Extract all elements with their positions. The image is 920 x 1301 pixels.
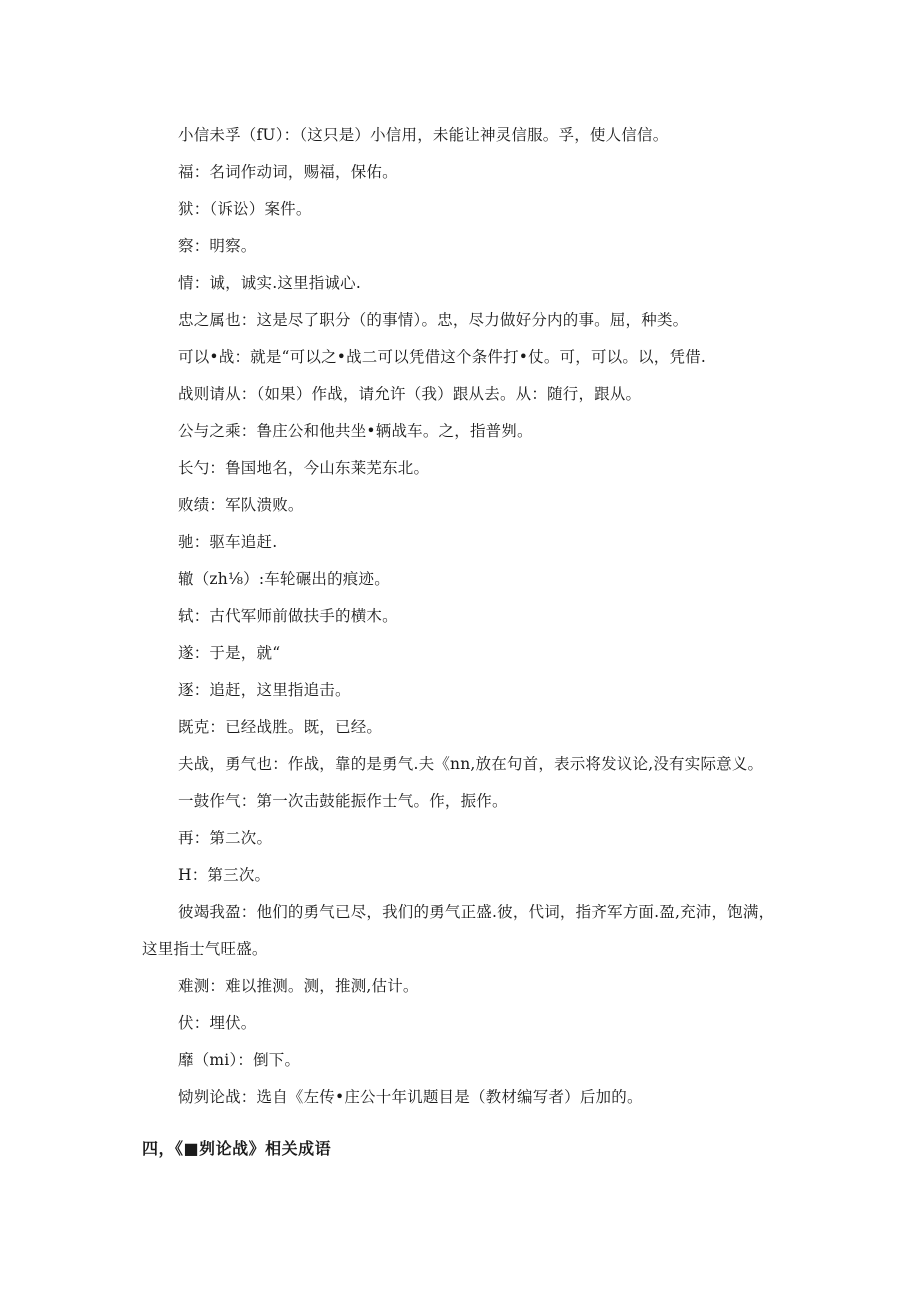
annotation-item: H：第三次。 — [178, 866, 271, 884]
annotation-item: 既克：已经战胜。既，已经。 — [178, 718, 383, 736]
annotation-item: 辙（zh⅛）:车轮碾出的痕迹。 — [178, 570, 390, 588]
annotation-item: 察：明察。 — [178, 237, 257, 255]
annotation-item: 狱：（诉讼）案件。 — [178, 200, 312, 218]
annotation-item: 轼：古代军师前做扶手的横木。 — [178, 607, 398, 625]
annotation-item: 福：名词作动词，赐福，保佑。 — [178, 163, 398, 181]
annotation-item: 再：第二次。 — [178, 829, 273, 847]
annotation-item: 驰：驱车追赶. — [178, 533, 278, 551]
annotation-item: 靡（mi）：倒下。 — [178, 1051, 301, 1069]
annotation-item: 战则请从：（如果）作战，请允许（我）跟从去。从：随行，跟从。 — [178, 385, 642, 403]
annotation-item: 逐：追赶，这里指追击。 — [178, 681, 351, 699]
annotation-item: 一鼓作气：第一次击鼓能振作士气。作，振作。 — [178, 792, 508, 810]
annotation-item: 恸刿论战：选自《左传•庄公十年讥题目是（教材编写者）后加的。 — [178, 1088, 643, 1106]
annotation-item: 小信未孚（fU）：（这只是）小信用，未能让神灵信服。孚，使人信信。 — [178, 126, 669, 144]
annotation-item: 难测：难以推测。测，推测,估计。 — [178, 977, 419, 995]
annotation-item: 情：诚，诚实.这里指诚心. — [178, 274, 361, 292]
annotation-item: 夫战，勇气也：作战，靠的是勇气.夫《nn,放在句首，表示将发议论,没有实际意义。 — [178, 755, 764, 773]
annotation-item: 伏：埋伏。 — [178, 1014, 257, 1032]
annotation-list — [142, 117, 782, 1116]
annotation-item: 遂：于是，就“ — [178, 644, 281, 662]
section-heading: 四，《■刿论战》相关成语 — [142, 1139, 332, 1158]
annotation-item: 彼竭我盈：他们的勇气已尽，我们的勇气正盛.彼，代词，指齐军方面.盈,充沛，饱满，这里指士气旺盛。 — [142, 903, 775, 958]
annotation-item: 忠之属也：这是尽了职分（的事情）。忠，尽力做好分内的事。屈，种类。 — [178, 311, 689, 329]
annotation-item: 公与之乘：鲁庄公和他共坐•辆战车。之，指普刿。 — [178, 422, 533, 440]
annotation-item: 败绩：军队溃败。 — [178, 496, 304, 514]
annotation-item: 长勺：鲁国地名，今山东莱芜东北。 — [178, 459, 430, 477]
annotation-item: 可以•战：就是“可以之•战二可以凭借这个条件打•仗。可，可以。以，凭借. — [178, 348, 706, 366]
